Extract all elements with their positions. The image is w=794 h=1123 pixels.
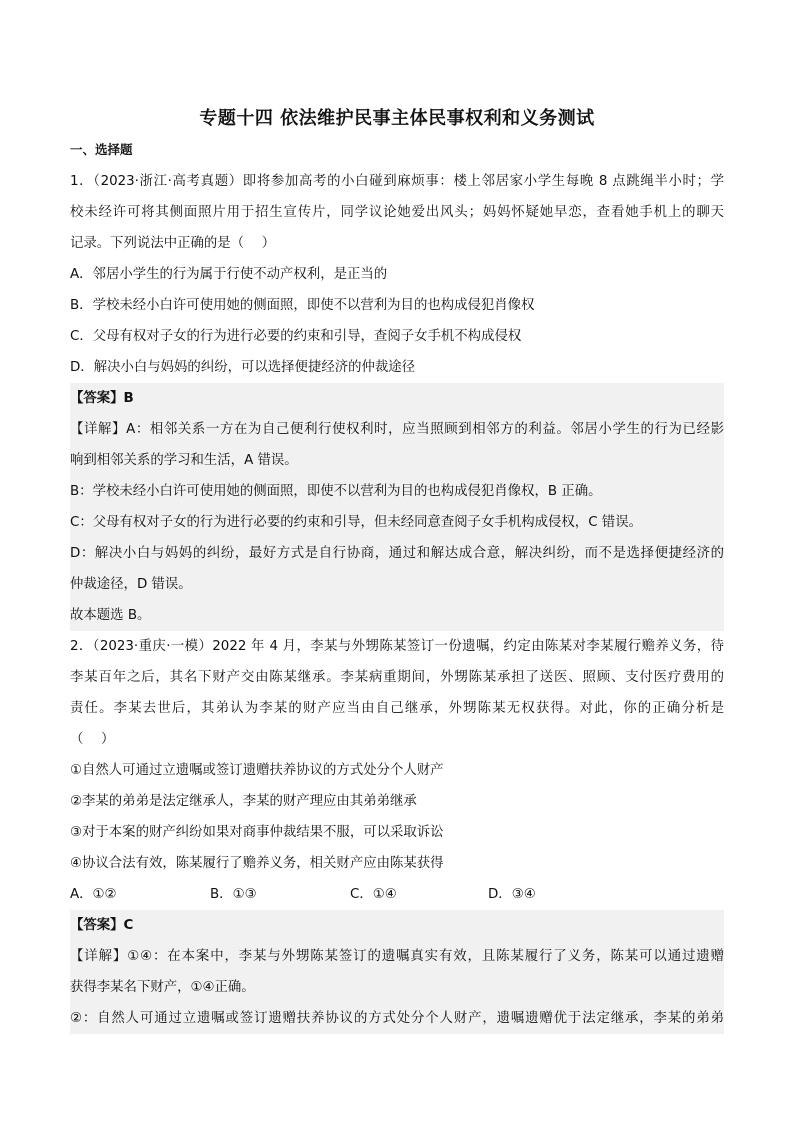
question-2-explain-line: 获得李某名下财产，①④正确。 <box>70 980 255 995</box>
question-1-option-a: A．邻居小学生的行为属于行使不动产权利，是正当的 <box>70 267 388 282</box>
question-2-options <box>70 879 724 910</box>
question-2-stem-line: 李某百年之后，其名下财产交由陈某继承。李某病重期间，外甥陈某承担了送医、照顾、支付医疗费用的 <box>70 670 724 685</box>
question-2-option-a: A．①② <box>70 887 117 902</box>
question-1-explain-line: C：父母有权对子女的行为进行必要的约束和引导，但未经同意查阅子女手机构成侵权，C 错误。 <box>70 515 642 530</box>
question-1-option-b: B．学校未经小白许可使用她的侧面照，即使不以营利为目的也构成侵犯肖像权 <box>70 298 535 313</box>
question-1-stem-line: 记录。下列说法中正确的是（ ） <box>70 236 276 251</box>
question-1-explain-line: D：解决小白与妈妈的纠纷，最好方式是自行协商，通过和解达成合意，解决纠纷，而不是选择便捷经济的 <box>70 546 724 561</box>
question-2-stem-line: 2．（2023·重庆·一模）2022 年 4 月，李某与外甥陈某签订一份遗嘱，约定由陈某对李某履行赡养义务，待 <box>70 639 724 654</box>
question-2-option-c: C．①④ <box>350 887 397 902</box>
question-1-answer: 【答案】B <box>70 391 134 406</box>
question-2-item: ④协议合法有效，陈某履行了赡养义务，相关财产应由陈某获得 <box>70 856 444 871</box>
question-2 <box>70 631 724 910</box>
question-2-option-d: D．③④ <box>488 887 536 902</box>
question-1-explain-line: 【详解】A：相邻关系一方在为自己便利行使权利时，应当照顾到相邻方的利益。邻居小学生的行为已经影 <box>70 422 724 437</box>
question-2-stem-line: （ ） <box>70 732 115 747</box>
question-2-item: ①自然人可通过立遗嘱或签订遗赠扶养协议的方式处分个人财产 <box>70 763 444 778</box>
question-2-explain-line: ②：自然人可通过立遗嘱或签订遗赠扶养协议的方式处分个人财产，遗嘱遗赠优于法定继承，李某的弟弟 <box>70 1011 724 1026</box>
question-1 <box>70 166 724 383</box>
question-2-option-b: B．①③ <box>210 887 257 902</box>
question-1-explain-line: 响到相邻关系的学习和生活，A 错误。 <box>70 453 298 468</box>
question-1-explain-line: B：学校未经小白许可使用她的侧面照，即使不以营利为目的也构成侵犯肖像权，B 正确。 <box>70 484 602 499</box>
question-2-answer-block <box>70 910 724 1034</box>
question-2-explain-line: 【详解】①④：在本案中，李某与外甥陈某签订的遗嘱真实有效，且陈某履行了义务，陈某可以通过遗赠 <box>70 949 724 964</box>
section-heading: 一、选择题 <box>70 142 133 157</box>
question-1-explain-line: 仲裁途径，D 错误。 <box>70 577 192 592</box>
question-2-item: ③对于本案的财产纠纷如果对商事仲裁结果不服，可以采取诉讼 <box>70 825 444 840</box>
question-1-explain-line: 故本题选 B。 <box>70 608 151 623</box>
question-1-answer-block <box>70 383 724 631</box>
question-2-item: ②李某的弟弟是法定继承人，李某的财产理应由其弟弟继承 <box>70 794 417 809</box>
question-2-answer: 【答案】C <box>70 918 134 933</box>
page-title: 专题十四 依法维护民事主体民事权利和义务测试 <box>199 108 595 129</box>
question-1-stem-line: 校未经许可将其侧面照片用于招生宣传片，同学议论她爱出风头；妈妈怀疑她早恋，查看她手机上的聊天 <box>70 205 724 220</box>
question-2-stem-line: 责任。李某去世后，其弟认为李某的财产应当由自己继承，外甥陈某无权获得。对此，你的正确分析是 <box>70 701 724 716</box>
question-1-option-c: C．父母有权对子女的行为进行必要的约束和引导，查阅子女手机不构成侵权 <box>70 329 522 344</box>
document-content <box>70 138 724 1034</box>
question-1-option-d: D．解决小白与妈妈的纠纷，可以选择便捷经济的仲裁途径 <box>70 360 416 375</box>
question-1-stem-line: 1．（2023·浙江·高考真题）即将参加高考的小白碰到麻烦事：楼上邻居家小学生每晚 8 点跳绳半小时；学 <box>70 174 724 189</box>
